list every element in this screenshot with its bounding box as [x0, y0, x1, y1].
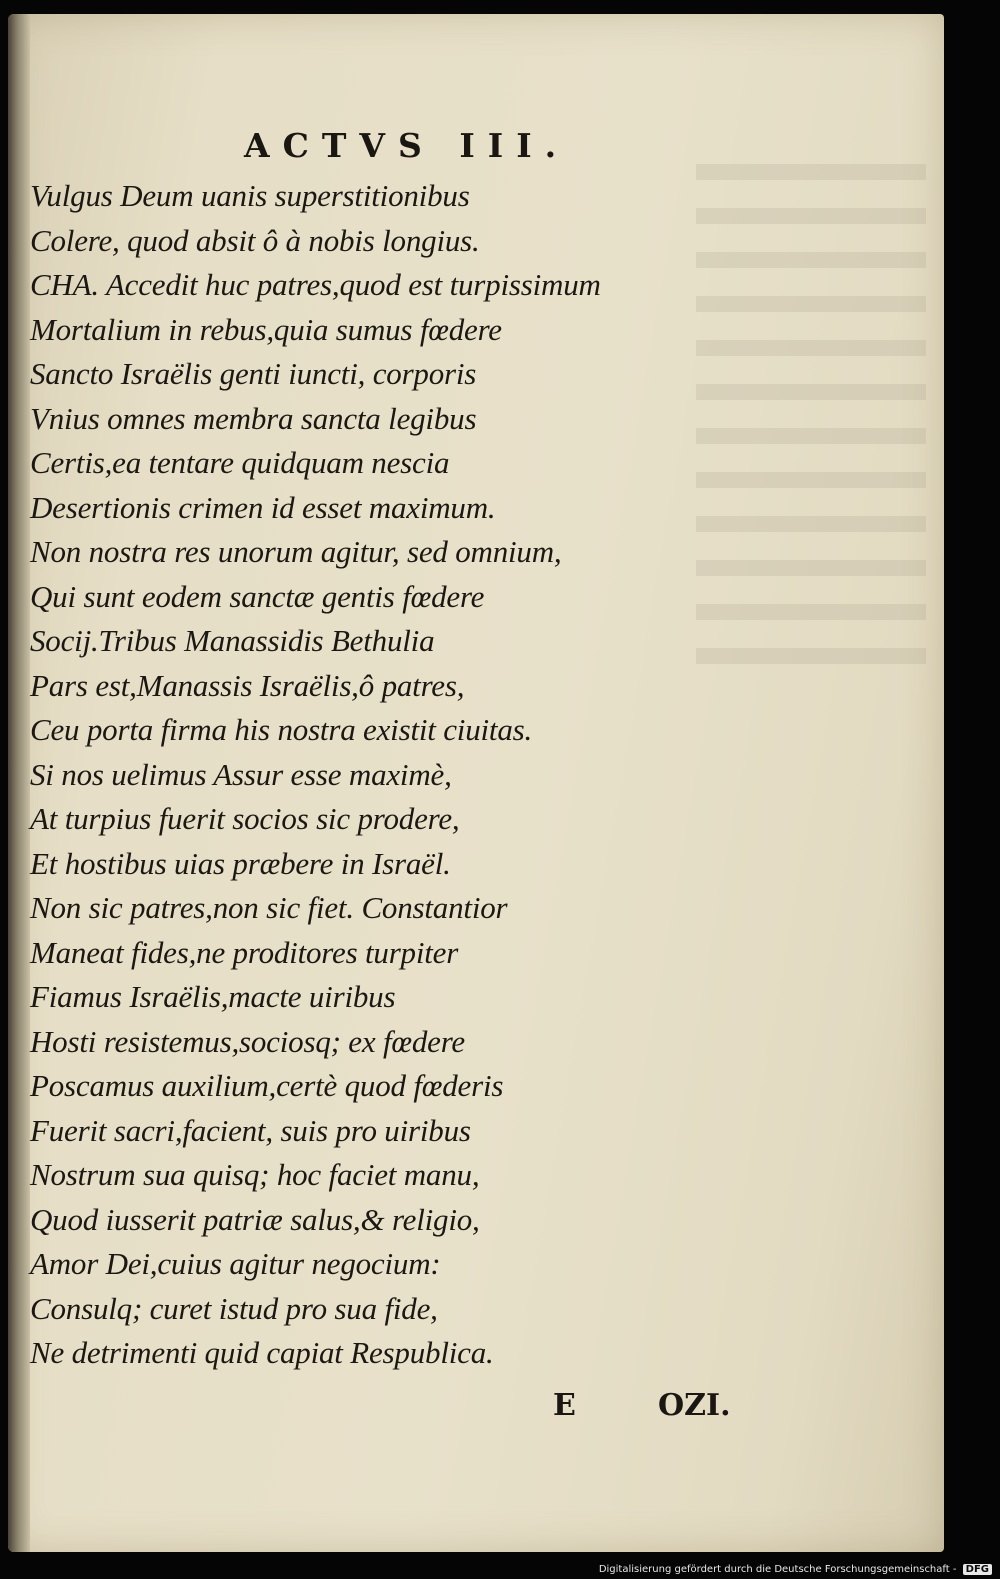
- catchword: OZI.: [658, 1388, 731, 1423]
- verse-line: Fiamus Israëlis,macte uiribus: [30, 979, 396, 1014]
- signature-mark: E: [553, 1388, 576, 1423]
- verse-line: Non sic patres,non sic fiet. Constantior: [30, 890, 508, 925]
- verse-line: Socij.Tribus Manassidis Bethulia: [30, 623, 435, 658]
- verse-line: CHA. Accedit huc patres,quod est turpissimum: [30, 267, 601, 302]
- verse-line: Non nostra res unorum agitur, sed omnium,: [30, 534, 562, 569]
- show-through-bleed: [696, 164, 926, 684]
- running-title: ACTVS III.: [244, 126, 570, 165]
- paper-sheet: [8, 14, 944, 1552]
- verse-line: At turpius fuerit socios sic prodere,: [30, 801, 460, 836]
- verse-line: Mortalium in rebus,quia sumus fœdere: [30, 311, 502, 347]
- verse-line: Ceu porta firma his nostra existit ciuitas.: [30, 712, 533, 747]
- verse-line: Certis,ea tentare quidquam nescia: [30, 445, 450, 480]
- dfg-logo-badge: DFG: [963, 1564, 992, 1575]
- verse-line: Pars est,Manassis Israëlis,ô patres,: [30, 667, 465, 703]
- verse-line: Desertionis crimen id esset maximum.: [30, 489, 496, 525]
- verse-line: Consulq; curet istud pro sua fide,: [30, 1290, 438, 1326]
- verse-line: Colere, quod absit ô à nobis longius.: [30, 222, 480, 258]
- footer-text: Digitalisierung gefördert durch die Deutsche Forschungsgemeinschaft -: [598, 1564, 957, 1575]
- verse-line: Sancto Israëlis genti iuncti, corporis: [30, 356, 477, 391]
- verse-line: Si nos uelimus Assur esse maximè,: [30, 756, 452, 792]
- verse-line: Amor Dei,cuius agitur negocium:: [30, 1246, 441, 1281]
- verse-lines: [30, 174, 720, 1376]
- verse-line: Ne detrimenti quid capiat Respublica.: [30, 1335, 494, 1370]
- digitization-footer: [599, 1564, 992, 1575]
- verse-line: Vnius omnes membra sancta legibus: [30, 400, 477, 436]
- verse-line: Poscamus auxilium,certè quod fœderis: [30, 1068, 504, 1103]
- verse-line: Hosti resistemus,sociosq; ex fœdere: [30, 1023, 465, 1059]
- verse-line: Fuerit sacri,facient, suis pro uiribus: [30, 1112, 471, 1148]
- book-spine-shadow: [8, 14, 30, 1552]
- verse-line: Vulgus Deum uanis superstitionibus: [30, 178, 470, 213]
- verse-line: Quod iusserit patriæ salus,& religio,: [30, 1201, 480, 1237]
- verse-line: Qui sunt eodem sanctæ gentis fœdere: [30, 578, 485, 614]
- verse-line: Maneat fides,ne proditores turpiter: [30, 934, 459, 970]
- verse-line: Et hostibus uias præbere in Israël.: [30, 845, 451, 881]
- verse-line: Nostrum sua quisq; hoc faciet manu,: [30, 1157, 480, 1192]
